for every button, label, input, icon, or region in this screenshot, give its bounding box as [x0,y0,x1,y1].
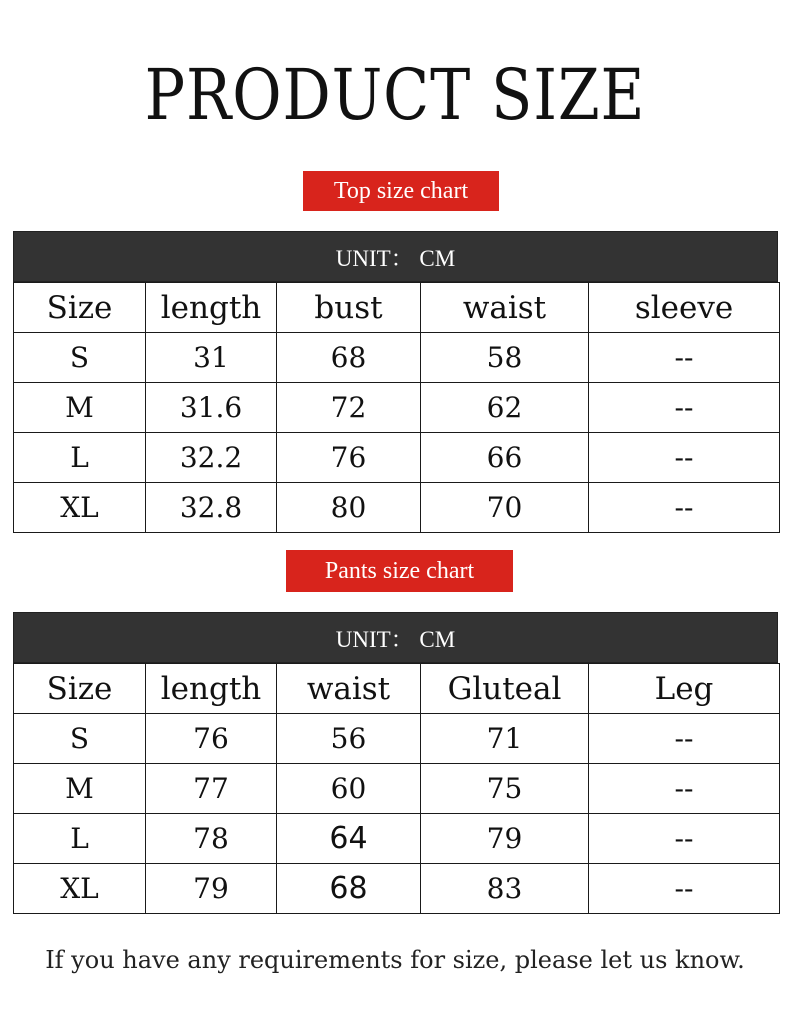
table-cell: 58 [421,333,589,383]
table-header-row [14,283,780,333]
pants-size-table [13,663,780,914]
size-cell: XL [14,864,146,914]
size-cell: S [14,714,146,764]
table-cell: 71 [421,714,589,764]
table-cell: -- [589,483,780,533]
table-cell: 62 [421,383,589,433]
pants-unit-bar: UNIT： CM [13,612,778,663]
table-cell: 78 [146,814,277,864]
table-cell: 64 [277,814,421,864]
size-cell: M [14,383,146,433]
header-cell: bust [277,283,421,333]
header-cell: length [146,283,277,333]
table-row [14,433,780,483]
header-cell: sleeve [589,283,780,333]
table-row [14,714,780,764]
header-cell: waist [421,283,589,333]
table-cell: -- [589,864,780,914]
table-cell: 31.6 [146,383,277,433]
table-cell: 70 [421,483,589,533]
table-cell: 80 [277,483,421,533]
table-row [14,864,780,914]
table-cell: 32.2 [146,433,277,483]
table-cell: 68 [277,333,421,383]
size-cell: L [14,814,146,864]
table-row [14,814,780,864]
top-size-chart-badge: Top size chart [303,171,499,211]
table-cell: 83 [421,864,589,914]
pants-size-chart-badge: Pants size chart [286,550,513,592]
table-row [14,483,780,533]
size-cell: XL [14,483,146,533]
header-cell: Gluteal [421,664,589,714]
top-unit-bar: UNIT： CM [13,231,778,282]
header-cell: Leg [589,664,780,714]
table-row [14,764,780,814]
table-cell: 75 [421,764,589,814]
page-title: PRODUCT SIZE [144,54,646,136]
table-header-row [14,664,780,714]
table-cell: -- [589,433,780,483]
table-row [14,333,780,383]
header-cell: length [146,664,277,714]
size-cell: S [14,333,146,383]
table-cell: 79 [146,864,277,914]
table-row [14,383,780,433]
table-cell: 32.8 [146,483,277,533]
table-cell: 66 [421,433,589,483]
table-cell: 60 [277,764,421,814]
table-cell: 31 [146,333,277,383]
table-cell: -- [589,333,780,383]
header-cell: waist [277,664,421,714]
table-cell: -- [589,764,780,814]
table-cell: 76 [277,433,421,483]
table-cell: 76 [146,714,277,764]
table-cell: 72 [277,383,421,433]
table-cell: -- [589,714,780,764]
size-cell: L [14,433,146,483]
table-cell: 79 [421,814,589,864]
top-size-table [13,282,780,533]
footer-note: If you have any requirements for size, please let us know. [45,946,745,974]
header-cell: Size [14,664,146,714]
table-cell: 56 [277,714,421,764]
size-cell: M [14,764,146,814]
table-cell: -- [589,814,780,864]
table-cell: 68 [277,864,421,914]
table-cell: -- [589,383,780,433]
table-cell: 77 [146,764,277,814]
header-cell: Size [14,283,146,333]
